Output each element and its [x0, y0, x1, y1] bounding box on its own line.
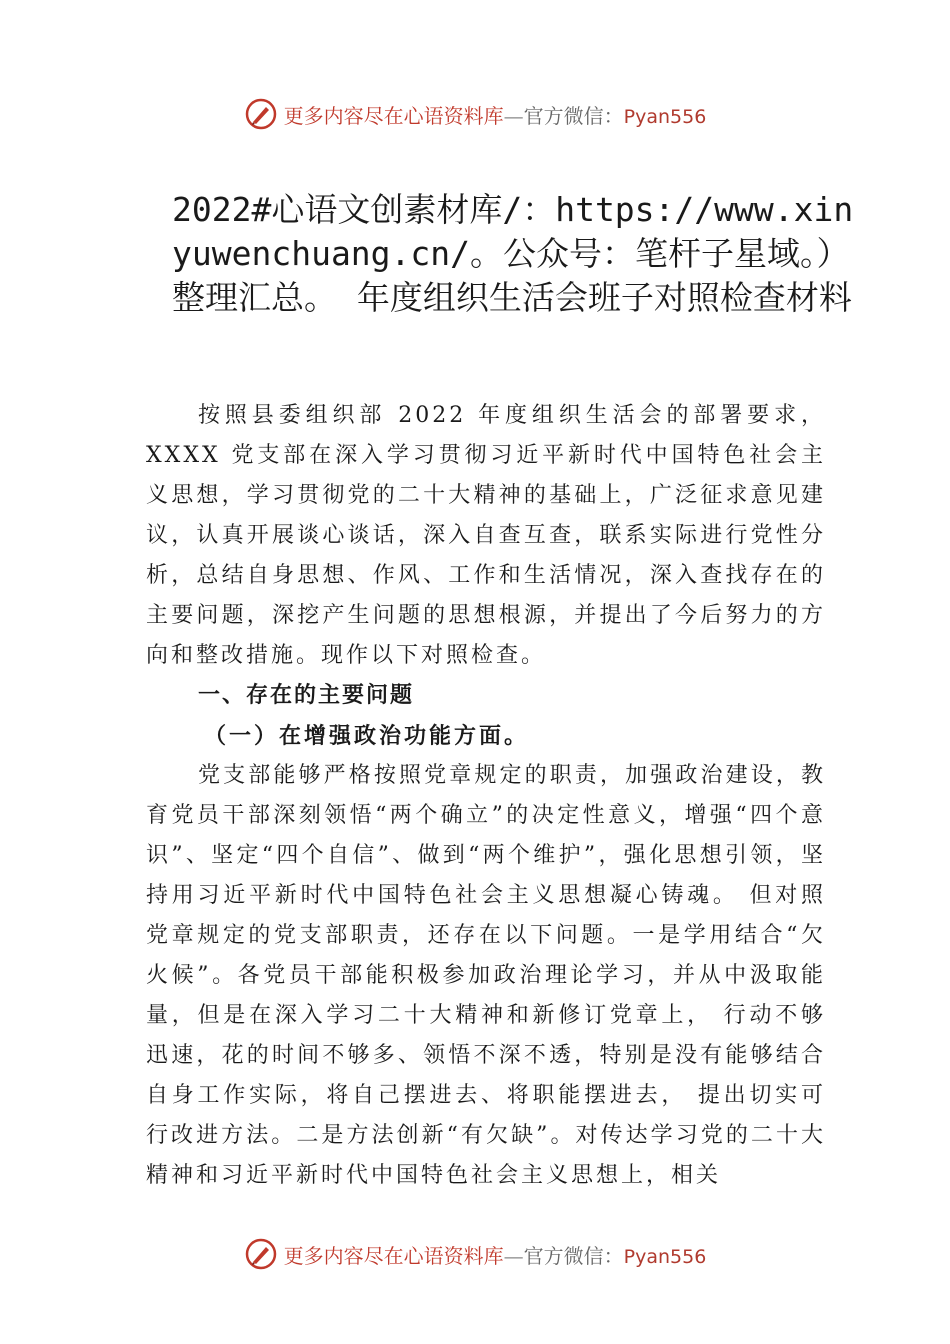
watermark-wechat-id: Pyan556: [623, 1245, 707, 1268]
watermark-wechat-label: 官方微信：: [523, 1243, 624, 1268]
document-body: [146, 396, 826, 1196]
subsection-heading: （一）在增强政治功能方面。: [204, 723, 530, 749]
watermark-dash: —: [503, 103, 524, 128]
document-title: 2022#心语文创素材库/：https://www.xinyuwenchuang.cn/。公众号：笔杆子星域。）整理汇总。 年度组织生活会班子对照检查材料: [172, 190, 854, 317]
watermark-text: [284, 1240, 707, 1269]
watermark-wechat-label: 官方微信：: [523, 103, 624, 128]
subsection-paragraph: 党支部能够严格按照党章规定的职责，加强政治建设，教育党员干部深刻领悟“两个确立”的决定性意义，增强“四个意识”、坚定“四个自信”、做到“两个维护”，强化思想引领，坚持用习近平新时代中国特色社会主义思想凝心铸魂。 但对照党章规定的党支部职责，还存在以下问题。一是学用结合“欠火候”。各党员干部能积极参加政治理论学习，并从中汲取能量，但是在深入学习二十大精神和新修订党章上， 行动不够迅速，花的时间不够多、领悟不深不透，特别是没有能够结合自身工作实际，将自己摆进去、将职能摆进去， 提出切实可行改进方法。二是方法创新“有欠缺”。对传达学习党的二十大精神和习近平新时代中国特色社会主义思想上，相关: [146, 763, 826, 1188]
footer-watermark: [0, 1232, 950, 1276]
pen-logo-icon: [244, 1237, 278, 1271]
watermark-label: 更多内容尽在心语资料库: [283, 1243, 504, 1268]
watermark-label: 更多内容尽在心语资料库: [283, 103, 504, 128]
watermark-wechat-id: Pyan556: [623, 105, 707, 128]
watermark-text: [284, 100, 707, 129]
intro-paragraph: 按照县委组织部 2022 年度组织生活会的部署要求，XXXX 党支部在深入学习贯彻习近平新时代中国特色社会主义思想，学习贯彻党的二十大精神的基础上，广泛征求意见建议，认真开展谈心谈话，深入自查互查，联系实际进行党性分析，总结自身思想、作风、工作和生活情况，深入查找存在的主要问题，深挖产生问题的思想根源，并提出了今后努力的方向和整改措施。现作以下对照检查。: [146, 403, 826, 668]
watermark-dash: —: [503, 1243, 524, 1268]
header-watermark: [0, 92, 950, 136]
pen-logo-icon: [244, 97, 278, 131]
section-heading: 一、存在的主要问题: [198, 683, 415, 708]
